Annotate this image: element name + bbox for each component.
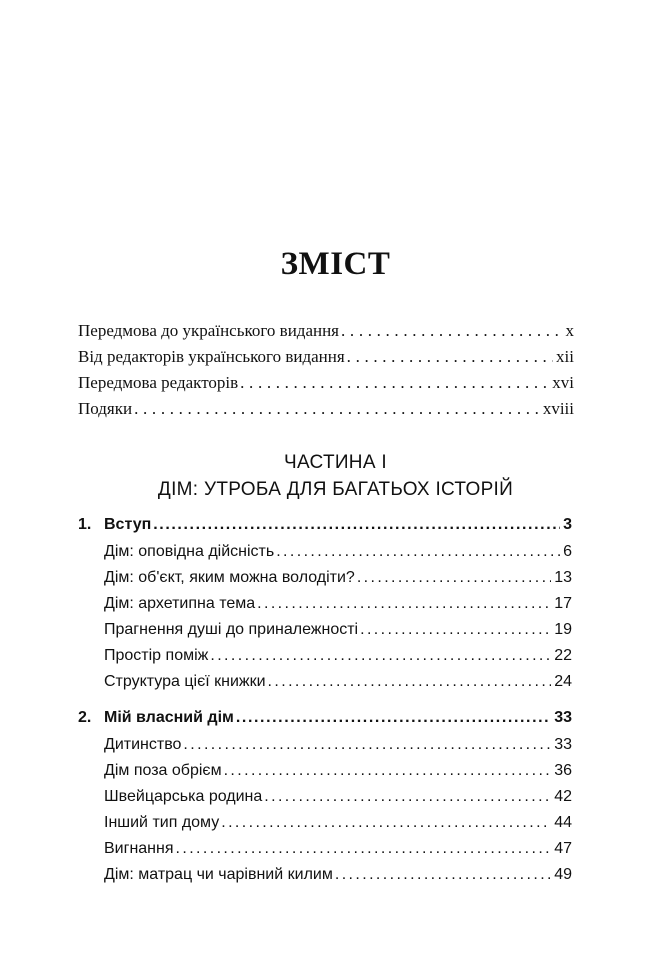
chapter-title-text: Вступ xyxy=(104,516,152,533)
toc-entry-editors-foreword[interactable] xyxy=(78,371,574,395)
dot-leader xyxy=(236,706,551,730)
toc-section[interactable] xyxy=(104,837,572,861)
toc-section-title: Вигнання xyxy=(104,840,174,857)
toc-section-title: Дім: матрац чи чарівний килим xyxy=(104,866,333,883)
dot-leader xyxy=(176,837,552,861)
dot-leader xyxy=(153,513,560,537)
dot-leader xyxy=(240,371,549,395)
toc-section-title: Інший тип дому xyxy=(104,814,220,831)
toc-entry-foreword-ukrainian[interactable] xyxy=(78,319,574,343)
dot-leader xyxy=(183,733,551,757)
toc-section[interactable] xyxy=(104,863,572,887)
chapter-title-text: Мій власний дім xyxy=(104,709,234,726)
dot-leader xyxy=(347,345,553,369)
toc-section-title: Структура цієї книжки xyxy=(104,673,266,690)
toc-section-title: Швейцарська родина xyxy=(104,788,263,805)
toc-entry-title: Передмова редакторів xyxy=(78,373,239,392)
toc-entry-page: x xyxy=(565,321,574,340)
toc-section[interactable] xyxy=(104,618,572,642)
dot-leader xyxy=(264,785,551,809)
toc-chapter-page: 33 xyxy=(554,709,572,726)
toc-section-page: 42 xyxy=(554,788,572,805)
toc-entry-page: xii xyxy=(556,347,574,366)
dot-leader xyxy=(276,540,560,564)
toc-section-title: Дім поза обрієм xyxy=(104,762,222,779)
dot-leader xyxy=(257,592,551,616)
toc-section[interactable] xyxy=(104,785,572,809)
toc-section-title: Дім: архетипна тема xyxy=(104,595,256,612)
toc-entry-acknowledgements[interactable] xyxy=(78,397,574,421)
chapter-number: 2. xyxy=(78,709,92,726)
toc-section-page: 19 xyxy=(554,621,572,638)
toc-section-title: Дитинство xyxy=(104,736,182,753)
toc-chapter-title xyxy=(78,706,234,730)
toc-entry-title: Від редакторів українського видання xyxy=(78,347,345,366)
toc-section-title: Простір поміж xyxy=(104,647,209,664)
toc-chapter-page: 3 xyxy=(563,516,572,533)
toc-entry-page: xvi xyxy=(552,373,574,392)
part-subtitle: ДІМ: УТРОБА ДЛЯ БАГАТЬОХ ІСТОРІЙ xyxy=(157,479,514,500)
toc-section[interactable] xyxy=(104,592,572,616)
toc-section[interactable] xyxy=(104,759,572,783)
dot-leader xyxy=(335,863,551,887)
toc-chapter-1[interactable] xyxy=(78,513,572,537)
toc-entry-from-editors-ukrainian[interactable] xyxy=(78,345,574,369)
toc-section-page: 49 xyxy=(554,866,572,883)
toc-entry-title: Подяки xyxy=(78,399,133,418)
dot-leader xyxy=(357,566,551,590)
toc-section[interactable] xyxy=(104,733,572,757)
toc-section-title: Дім: оповідна дійсність xyxy=(104,543,275,560)
toc-entry-page: xviii xyxy=(542,399,574,418)
dot-leader xyxy=(360,618,551,642)
toc-section-page: 36 xyxy=(554,762,572,779)
dot-leader xyxy=(224,759,552,783)
toc-section[interactable] xyxy=(104,644,572,668)
toc-chapter-title xyxy=(78,513,151,537)
toc-section[interactable] xyxy=(104,540,572,564)
toc-section[interactable] xyxy=(104,670,572,694)
dot-leader xyxy=(268,670,552,694)
toc-section-title: Прагнення душі до приналежності xyxy=(104,621,359,638)
toc-section-page: 47 xyxy=(554,840,572,857)
dot-leader xyxy=(341,319,562,343)
page-title: ЗМІСТ xyxy=(280,246,391,283)
toc-chapter-2[interactable] xyxy=(78,706,572,730)
toc-section[interactable] xyxy=(104,566,572,590)
toc-section[interactable] xyxy=(104,811,572,835)
toc-section-title: Дім: об'єкт, яким можна володіти? xyxy=(104,569,355,586)
dot-leader xyxy=(210,644,551,668)
toc-entry-title: Передмова до українського видання xyxy=(78,321,340,340)
part-label: ЧАСТИНА І xyxy=(284,452,387,473)
toc-section-page: 24 xyxy=(554,673,572,690)
chapter-number: 1. xyxy=(78,516,92,533)
toc-section-page: 33 xyxy=(554,736,572,753)
toc-section-page: 22 xyxy=(554,647,572,664)
toc-section-page: 13 xyxy=(554,569,572,586)
toc-section-page: 17 xyxy=(554,595,572,612)
toc-section-page: 44 xyxy=(554,814,572,831)
dot-leader xyxy=(134,397,540,421)
dot-leader xyxy=(221,811,551,835)
toc-section-page: 6 xyxy=(563,543,572,560)
